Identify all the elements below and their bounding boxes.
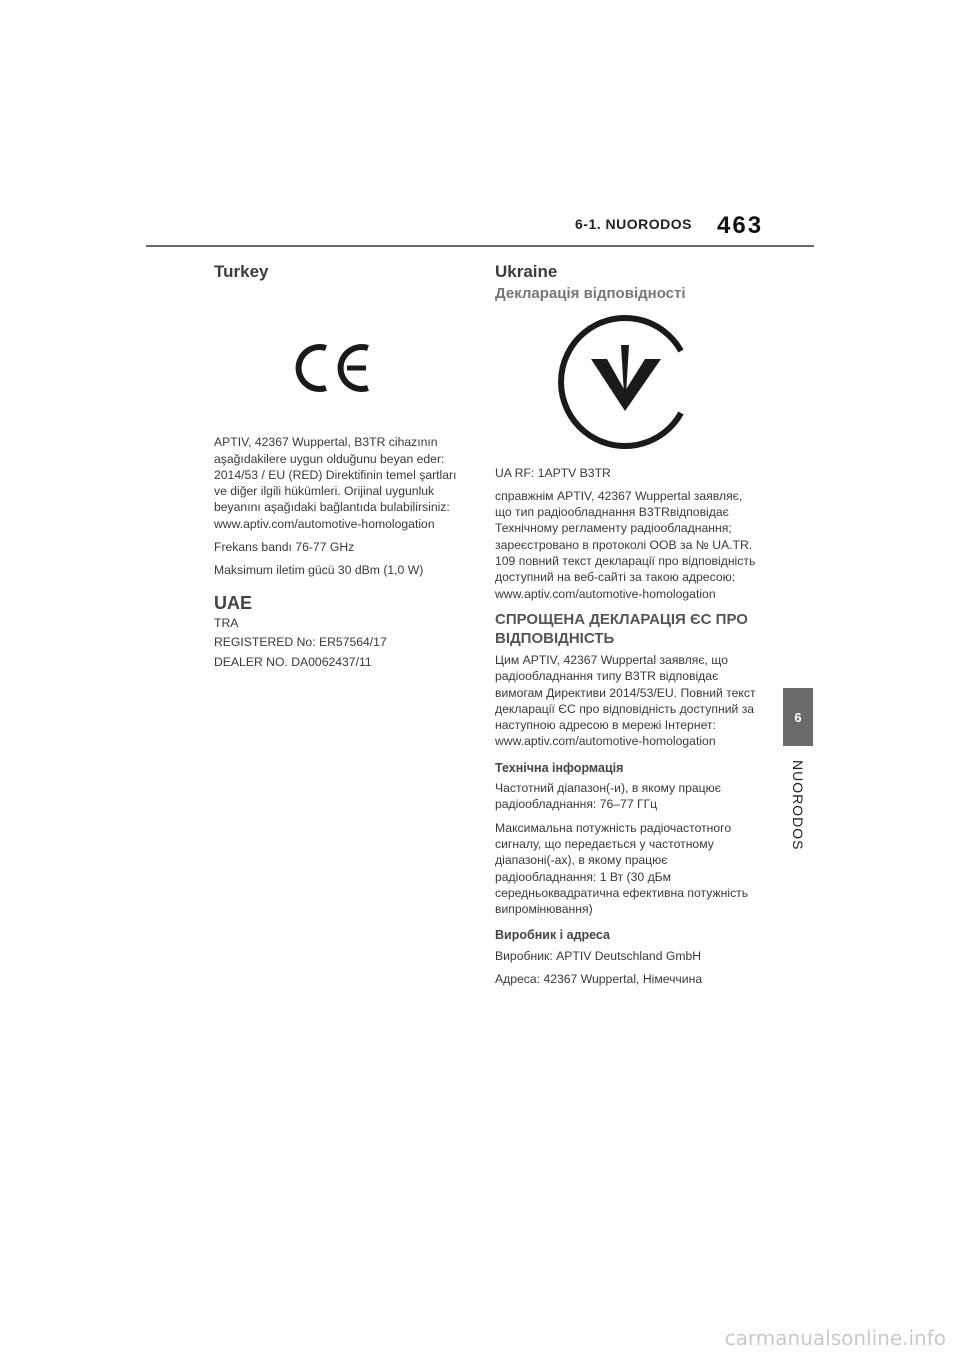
manufacturer-heading: Виробник і адреса (495, 928, 610, 943)
uae-line: DEALER NO. DA0062437/11 (214, 654, 372, 669)
uae-heading: UAE (214, 592, 253, 613)
ukraine-subheading: Декларація відповідності (495, 285, 686, 303)
simplified-declaration-text: Цим APTIV, 42367 Wuppertal заявляє, що радіообладнання типу B3TR відповідає вимогам Директиви 2014/53/EU. Повний текст декларації ЄС про відповідність доступний за наступною адресою в мережі Інтернет: www.aptiv.com/automotive-homologation (495, 652, 756, 749)
ukraine-conformity-mark-icon (555, 311, 697, 453)
right-column (495, 264, 757, 994)
left-column (214, 264, 464, 673)
turkey-declaration: APTIV, 42367 Wuppertal, B3TR cihazının aşağıdakilere uygun olduğunu beyan eder: 2014/53 / EU (RED) Direktifinin temel şartları ve diğer ilgili hükümleri. Orijinal uygunluk beyanını aşağıdaki bağlantıda bulabilirsiniz: www.aptiv.com/automotive-homologation (214, 435, 457, 531)
uae-line: TRA (214, 615, 239, 630)
tech-info-heading: Технічна інформація (495, 760, 624, 775)
uae-line: REGISTERED No: ER57564/17 (214, 635, 387, 650)
section-header: 6-1. NUORODOS (575, 216, 692, 232)
ua-rf-code: UA RF: 1APTV B3TR (495, 465, 611, 480)
chapter-tab-number: 6 (794, 709, 802, 725)
page-number: 463 (717, 212, 764, 239)
turkey-frequency: Frekans bandı 76-77 GHz (214, 540, 355, 555)
chapter-tab-label: NUORODOS (790, 760, 806, 851)
manufacturer-name: Виробник: APTIV Deutschland GmbH (495, 948, 702, 963)
footer-watermark: carmanualsonline.info (724, 1326, 946, 1350)
manufacturer-address: Адреса: 42367 Wuppertal, Німеччина (495, 972, 703, 987)
turkey-power: Maksimum iletim gücü 30 dBm (1,0 W) (214, 563, 424, 578)
turkey-heading: Turkey (214, 262, 269, 281)
chapter-tab (783, 688, 813, 746)
tech-power: Максимальна потужність радіочастотного сигналу, що передається у частотному діапазоні(-ах), в якому працює радіообладнання: 1 Вт (30 дБм середньоквадратична ефективна потужність випромінювання) (495, 820, 749, 917)
ce-mark-icon (290, 342, 372, 394)
ukraine-heading: Ukraine (495, 262, 558, 281)
simplified-declaration-heading: СПРОЩЕНА ДЕКЛАРАЦІЯ ЄС ПРО ВІДПОВІДНІСТЬ (495, 610, 748, 647)
tech-frequency: Частотний діапазон(-и), в якому працює радіообладнання: 76–77 ГГц (495, 781, 722, 812)
header-divider (146, 245, 814, 247)
ukraine-declaration: справжнім APTIV, 42367 Wuppertal заявляє, що тип радіообладнання B3TRвідповідає Технічному регламенту радіообладнання; зареєстровано в протоколі OOB за № UA.TR. 109 повний текст декларації про відповідність доступний на веб-сайті за такою адресою: www.aptiv.com/automotive-homologation (495, 488, 756, 601)
